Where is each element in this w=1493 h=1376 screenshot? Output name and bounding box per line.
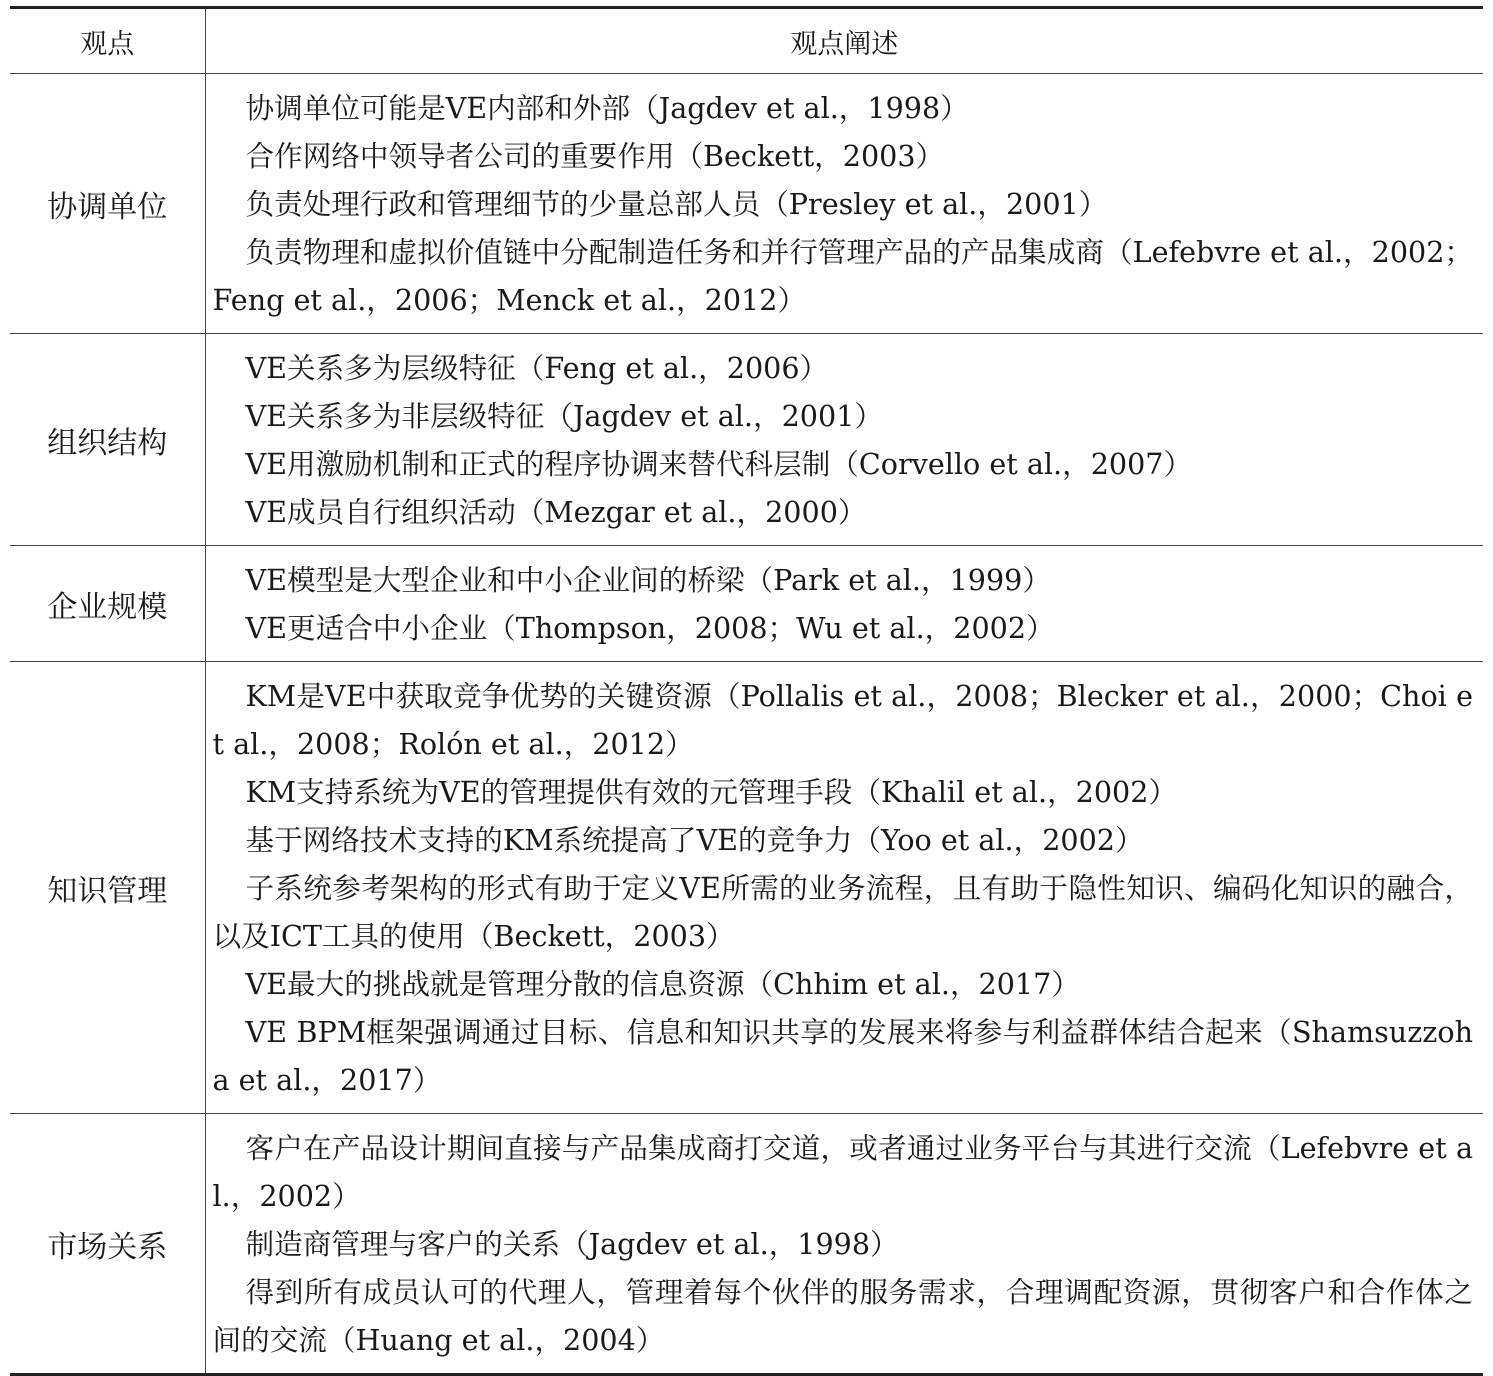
description-cell xyxy=(205,334,1483,546)
description-item: VE关系多为非层级特征（Jagdev et al.，2001） xyxy=(245,399,883,433)
table-row xyxy=(10,1114,1483,1375)
viewpoint-cell: 企业规模 xyxy=(10,546,205,662)
description-item: VE关系多为层级特征（Feng et al.，2006） xyxy=(245,351,829,385)
description-item: KM支持系统为VE的管理提供有效的元管理手段（Khalil et al.，2002） xyxy=(245,775,1178,809)
description-item: 客户在产品设计期间直接与产品集成商打交道，或者通过业务平台与其进行交流（Lefebvre et al.，2002） xyxy=(212,1131,1473,1213)
description-item: 协调单位可能是VE内部和外部（Jagdev et al.，1998） xyxy=(245,91,969,125)
description-item: 基于网络技术支持的KM系统提高了VE的竞争力（Yoo et al.，2002） xyxy=(245,823,1144,857)
viewpoint-cell: 协调单位 xyxy=(10,74,205,334)
description-item: KM是VE中获取竞争优势的关键资源（Pollalis et al.，2008；Blecker et al.，2000；Choi et al.，2008；Rolón et al.，2012） xyxy=(212,679,1473,761)
description-item: VE BPM框架强调通过目标、信息和知识共享的发展来将参与利益群体结合起来（Shamsuzzoha et al.，2017） xyxy=(212,1015,1473,1097)
viewpoint-cell: 知识管理 xyxy=(10,662,205,1114)
description-item: 负责物理和虚拟价值链中分配制造任务和并行管理产品的产品集成商（Lefebvre et al.，2002；Feng et al.，2006；Menck et al.，2012） xyxy=(212,235,1473,317)
description-item: VE最大的挑战就是管理分散的信息资源（Chhim et al.，2017） xyxy=(245,967,1080,1001)
description-item: VE用激励机制和正式的程序协调来替代科层制（Corvello et al.，2007） xyxy=(245,447,1193,481)
viewpoint-table xyxy=(10,6,1483,1376)
table-body xyxy=(10,74,1483,1375)
viewpoint-cell: 组织结构 xyxy=(10,334,205,546)
description-item: VE模型是大型企业和中小企业间的桥梁（Park et al.，1999） xyxy=(245,563,1051,597)
description-item: VE成员自行组织活动（Mezgar et al.，2000） xyxy=(245,495,867,529)
description-item: 制造商管理与客户的关系（Jagdev et al.，1998） xyxy=(245,1227,899,1261)
description-item: 负责处理行政和管理细节的少量总部人员（Presley et al.，2001） xyxy=(245,187,1108,221)
header-viewpoint: 观点 xyxy=(10,8,205,74)
description-cell xyxy=(205,1114,1483,1375)
table-row xyxy=(10,74,1483,334)
header-row xyxy=(10,8,1483,74)
table-row xyxy=(10,334,1483,546)
description-item: 得到所有成员认可的代理人，管理着每个伙伴的服务需求，合理调配资源，贯彻客户和合作体之间的交流（Huang et al.，2004） xyxy=(212,1275,1473,1357)
viewpoint-cell: 市场关系 xyxy=(10,1114,205,1375)
header-description: 观点阐述 xyxy=(790,28,899,60)
description-item: VE更适合中小企业（Thompson，2008；Wu et al.，2002） xyxy=(245,611,1055,645)
description-item: 子系统参考架构的形式有助于定义VE所需的业务流程，且有助于隐性知识、编码化知识的融合，以及ICT工具的使用（Beckett，2003） xyxy=(212,871,1473,953)
description-cell xyxy=(205,662,1483,1114)
table-row xyxy=(10,662,1483,1114)
description-cell xyxy=(205,74,1483,334)
table-row xyxy=(10,546,1483,662)
description-item: 合作网络中领导者公司的重要作用（Beckett，2003） xyxy=(245,139,945,173)
description-cell xyxy=(205,546,1483,662)
